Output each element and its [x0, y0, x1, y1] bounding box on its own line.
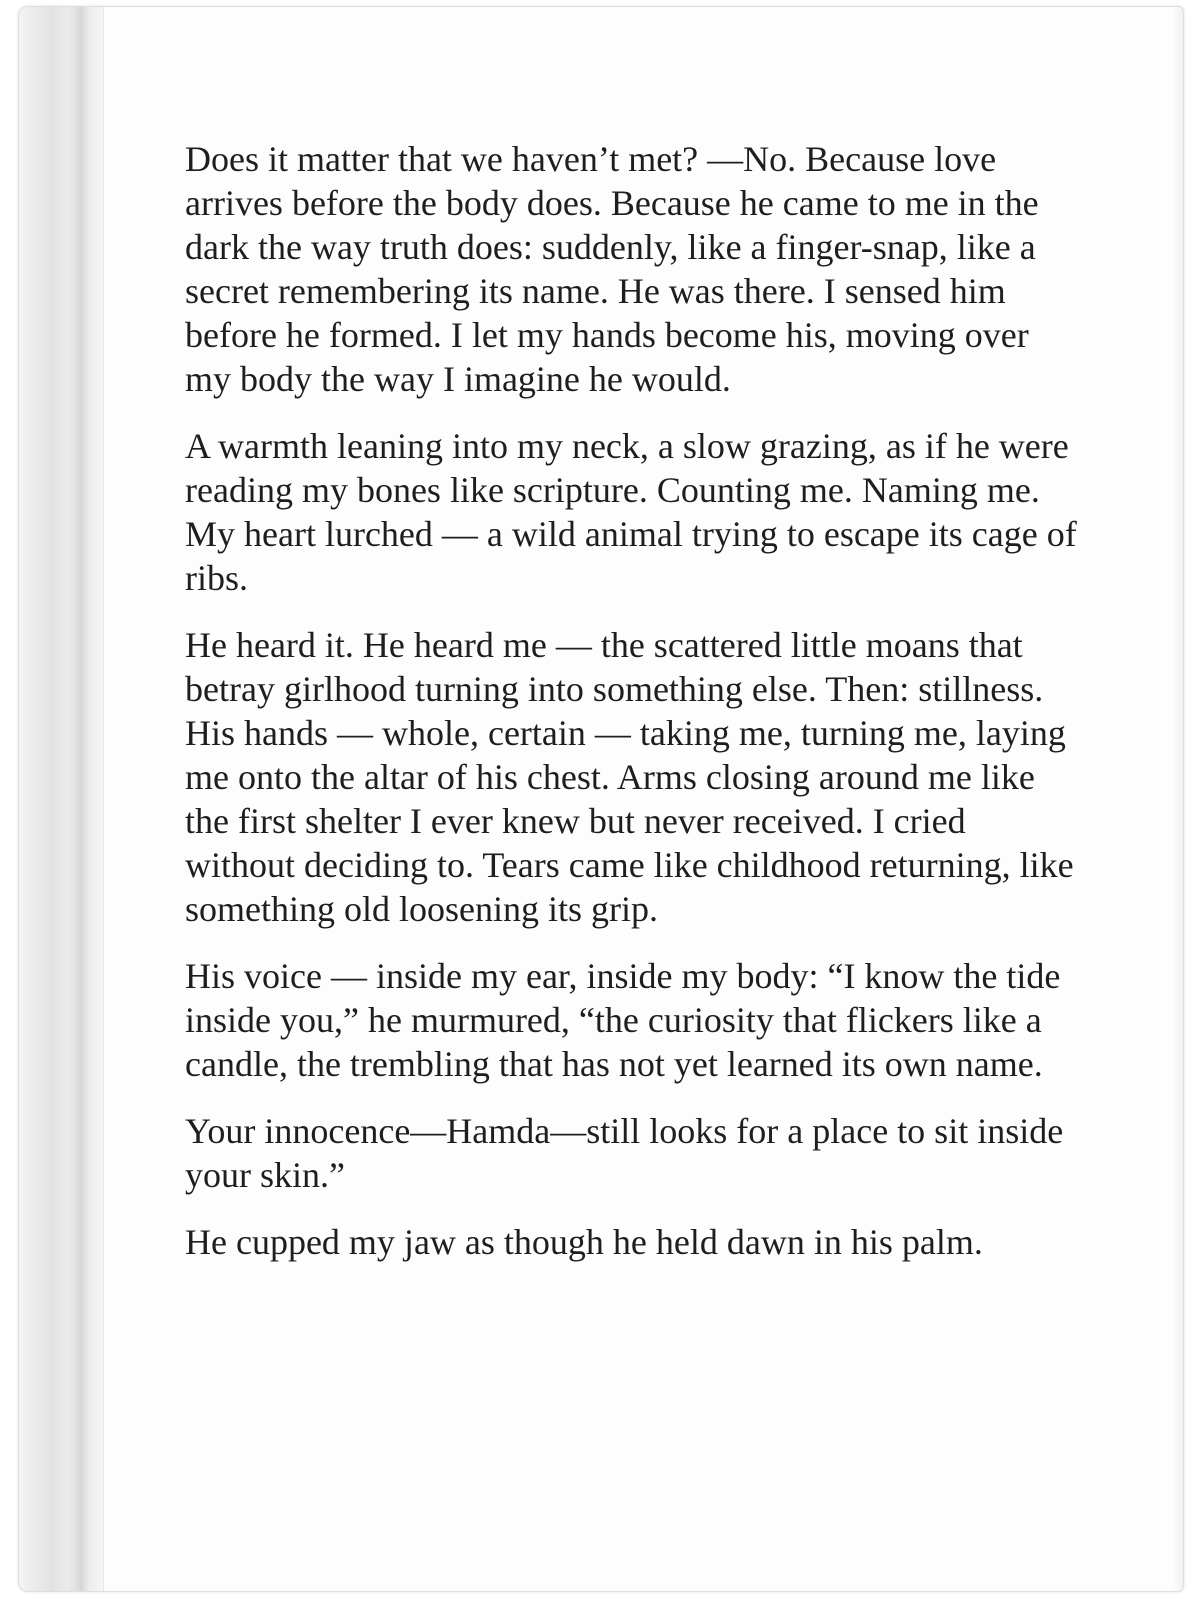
paragraph-6: He cupped my jaw as though he held dawn in his palm. — [185, 1222, 983, 1262]
paragraph-4: His voice — inside my ear, inside my body: “I know the tide inside you,” he murmured, “the curiosity that flickers like a candle, the trembling that has not yet learned its own name. — [185, 956, 1061, 1084]
spine-crease — [103, 7, 104, 1591]
page-edge — [1173, 7, 1183, 1591]
paragraph-1: Does it matter that we haven’t met? —No. Because love arrives before the body does. Because he came to me in the dark the way truth does: suddenly, like a finger-snap, like a secret remembering its name. He was there. I sensed him before he formed. I let my hands become his, moving over my body the way I imagine he would. — [185, 139, 1039, 399]
paragraph-5: Your innocence—Hamda—still looks for a place to sit inside your skin.” — [185, 1111, 1064, 1195]
book-page — [18, 6, 1184, 1592]
page-text — [185, 137, 1081, 1287]
paragraph-2: A warmth leaning into my neck, a slow grazing, as if he were reading my bones like scripture. Counting me. Naming me. My heart lurched — a wild animal trying to escape its cage of ribs. — [185, 426, 1077, 598]
book-spine — [19, 7, 103, 1591]
paragraph-3: He heard it. He heard me — the scattered little moans that betray girlhood turning into something else. Then: stillness. His hands — whole, certain — taking me, turning me, laying me onto the altar of his chest. Arms closing around me like the first shelter I ever knew but never received. I cried without deciding to. Tears came like childhood returning, like something old loosening its grip. — [185, 625, 1074, 929]
